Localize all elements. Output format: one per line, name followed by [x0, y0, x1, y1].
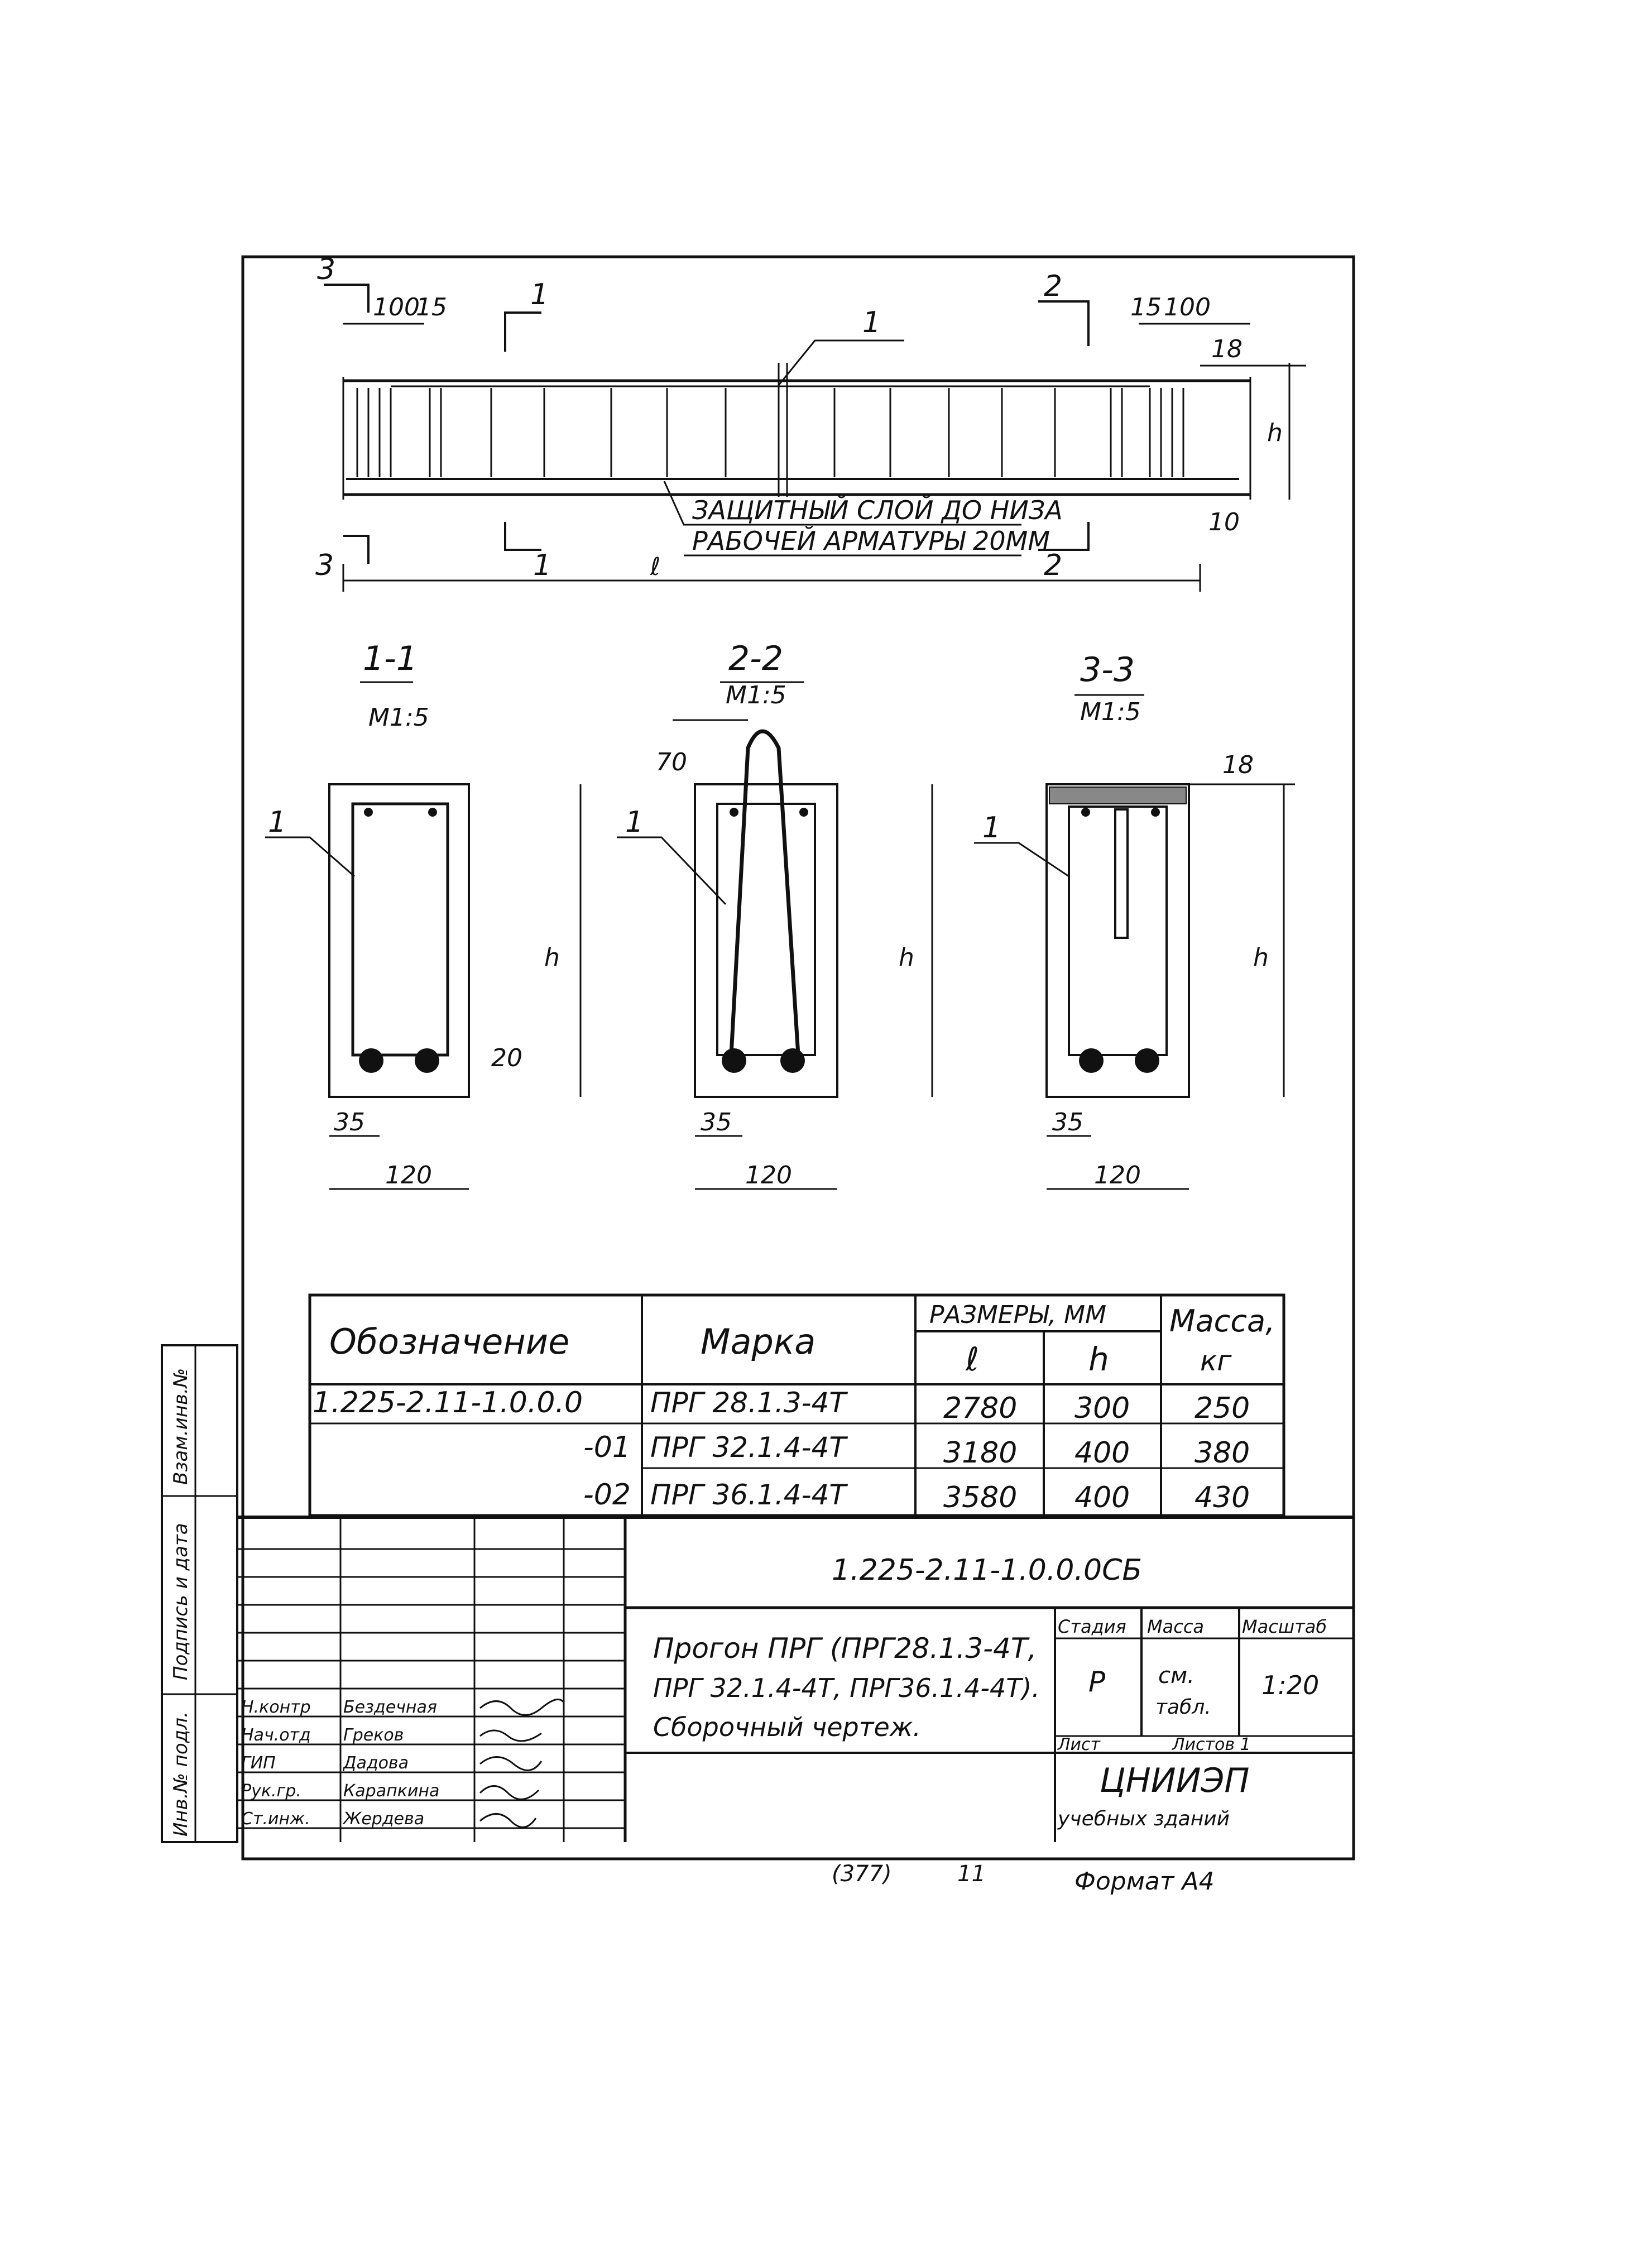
org-subtitle: учебных зданий: [1058, 1807, 1230, 1830]
section-3-3: [974, 650, 1295, 1190]
header-l: ℓ: [966, 1340, 979, 1378]
signer-role: Нач.отд: [241, 1725, 311, 1745]
leader-1-label: 1: [862, 306, 881, 339]
row-2-mark: ПРГ 32.1.4-4Т: [650, 1431, 846, 1464]
signature: [480, 1730, 541, 1741]
stage-value: Р: [1088, 1666, 1106, 1698]
header-h: h: [1088, 1340, 1109, 1378]
section-1-title: 1-1: [363, 639, 418, 678]
section-3-title: 3-3: [1080, 650, 1135, 689]
section-3-scale: М1:5: [1080, 698, 1141, 726]
signer-role: Ст.инж.: [241, 1809, 310, 1829]
section-2-height: h: [899, 943, 914, 972]
section-3-top: 18: [1222, 751, 1254, 779]
title-line1: Прогон ПРГ (ПРГ28.1.3-4Т,: [653, 1632, 1037, 1665]
title-block: [237, 1517, 1354, 1842]
cover-note-line1: ЗАЩИТНЫЙ СЛОЙ ДО НИЗА: [692, 495, 1063, 525]
signature: [480, 1786, 539, 1800]
title-line3: Сборочный чертеж.: [653, 1712, 921, 1742]
dim-right-shift: 15: [1130, 293, 1162, 322]
dim-top-cover: 18: [1211, 335, 1243, 363]
section-1-scale: М1:5: [368, 703, 429, 732]
row-1-h: 300: [1074, 1392, 1130, 1425]
row-3-h: 400: [1074, 1481, 1130, 1514]
sheet-label: Лист: [1058, 1735, 1101, 1754]
row-2-mass: 380: [1195, 1436, 1250, 1470]
format-label: Формат А4: [1074, 1867, 1215, 1896]
signer-name: Греков: [343, 1725, 404, 1745]
signer-role: ГИП: [241, 1753, 276, 1773]
signature: [480, 1757, 541, 1771]
section-2-loop: 70: [656, 748, 687, 776]
signer-name: Жердева: [343, 1809, 425, 1829]
section-1-leader: 1: [268, 805, 287, 839]
section-1-1: [265, 639, 581, 1190]
row-3-designation: -02: [583, 1478, 631, 1512]
scale-value: 1:20: [1261, 1670, 1320, 1700]
row-2-l: 3180: [943, 1436, 1018, 1470]
stage-label: Стадия: [1058, 1616, 1126, 1637]
cut-1-top-label: 1: [530, 278, 549, 311]
doc-code: 1.225-2.11-1.0.0.0СБ: [832, 1553, 1143, 1587]
row-2-h: 400: [1074, 1436, 1130, 1470]
header-mark: Марка: [701, 1321, 816, 1362]
signer-name: Бездечная: [343, 1698, 437, 1717]
row-3-mark: ПРГ 36.1.4-4Т: [650, 1479, 846, 1511]
section-1-width: 120: [385, 1161, 432, 1190]
title-line2: ПРГ 32.1.4-4Т, ПРГ36.1.4-4Т).: [653, 1673, 1040, 1703]
section-3-cover: 35: [1052, 1108, 1083, 1137]
dim-length: ℓ: [650, 553, 661, 581]
mass-value1: см.: [1158, 1663, 1195, 1689]
cut-3-bottom-label: 3: [315, 549, 334, 582]
section-2-width: 120: [745, 1161, 792, 1190]
elevation-view: [315, 253, 1306, 592]
section-3-width: 120: [1094, 1161, 1141, 1190]
row-1-designation: 1.225-2.11-1.0.0.0: [313, 1386, 583, 1420]
org-name: ЦНИИЭП: [1100, 1761, 1250, 1800]
section-2-title: 2-2: [728, 639, 783, 678]
mass-label: Масса: [1147, 1616, 1205, 1637]
row-2-designation: -01: [583, 1431, 631, 1464]
cut-1-bottom-label: 1: [533, 549, 552, 582]
header-mass-unit: кг: [1200, 1345, 1232, 1377]
section-2-cover: 35: [701, 1108, 732, 1137]
cut-2-bottom-label: 2: [1044, 549, 1063, 582]
signature: [480, 1699, 564, 1715]
section-2-leader: 1: [625, 805, 644, 839]
scale-label: Масштаб: [1242, 1616, 1327, 1637]
section-1-height: h: [544, 943, 560, 972]
signer-role: Н.контр: [241, 1698, 311, 1717]
row-3-mass: 430: [1195, 1481, 1250, 1514]
row-1-mass: 250: [1195, 1392, 1250, 1425]
header-designation: Обозначение: [329, 1321, 570, 1362]
section-3-leader: 1: [982, 811, 1001, 845]
dim-bottom-cover: 10: [1208, 508, 1240, 536]
row-1-mark: ПРГ 28.1.3-4Т: [650, 1387, 846, 1419]
cut-3-top-label: 3: [317, 253, 336, 286]
header-mass: Масса,: [1169, 1303, 1275, 1339]
row-1-l: 2780: [943, 1392, 1018, 1425]
dim-left-offset: 100: [373, 293, 420, 322]
cover-note-line2: РАБОЧЕЙ АРМАТУРЫ 20ММ: [692, 526, 1050, 556]
section-1-bottom: 20: [491, 1044, 522, 1072]
copy-ref: 11: [957, 1861, 986, 1887]
section-2-2: [617, 639, 932, 1190]
header-sizes: РАЗМЕРЫ, ММ: [929, 1301, 1107, 1329]
cut-2-top-label: 2: [1044, 270, 1063, 303]
section-3-height: h: [1253, 943, 1269, 972]
dim-left-shift: 15: [416, 293, 447, 322]
signer-name: Дадова: [343, 1753, 409, 1773]
dim-height: h: [1267, 419, 1283, 447]
section-2-scale: М1:5: [726, 681, 786, 709]
spec-table: [310, 1295, 1284, 1516]
signer-name: Карапкина: [343, 1781, 440, 1801]
signer-role: Рук.гр.: [241, 1781, 301, 1801]
side-stamp: [162, 1345, 237, 1842]
row-3-l: 3580: [943, 1481, 1018, 1514]
stamp-podpis: Подпись и дата: [170, 1523, 192, 1680]
mass-value2: табл.: [1155, 1696, 1211, 1719]
stamp-vzam: Взам.инв.№: [170, 1368, 192, 1485]
sheets-label: Листов 1: [1172, 1735, 1251, 1754]
signature: [480, 1814, 536, 1828]
page-ref: (377): [832, 1861, 892, 1887]
dim-right-offset: 100: [1164, 293, 1211, 322]
section-1-cover: 35: [334, 1108, 365, 1137]
stamp-inv-podl: Инв.№ подл.: [170, 1711, 192, 1837]
